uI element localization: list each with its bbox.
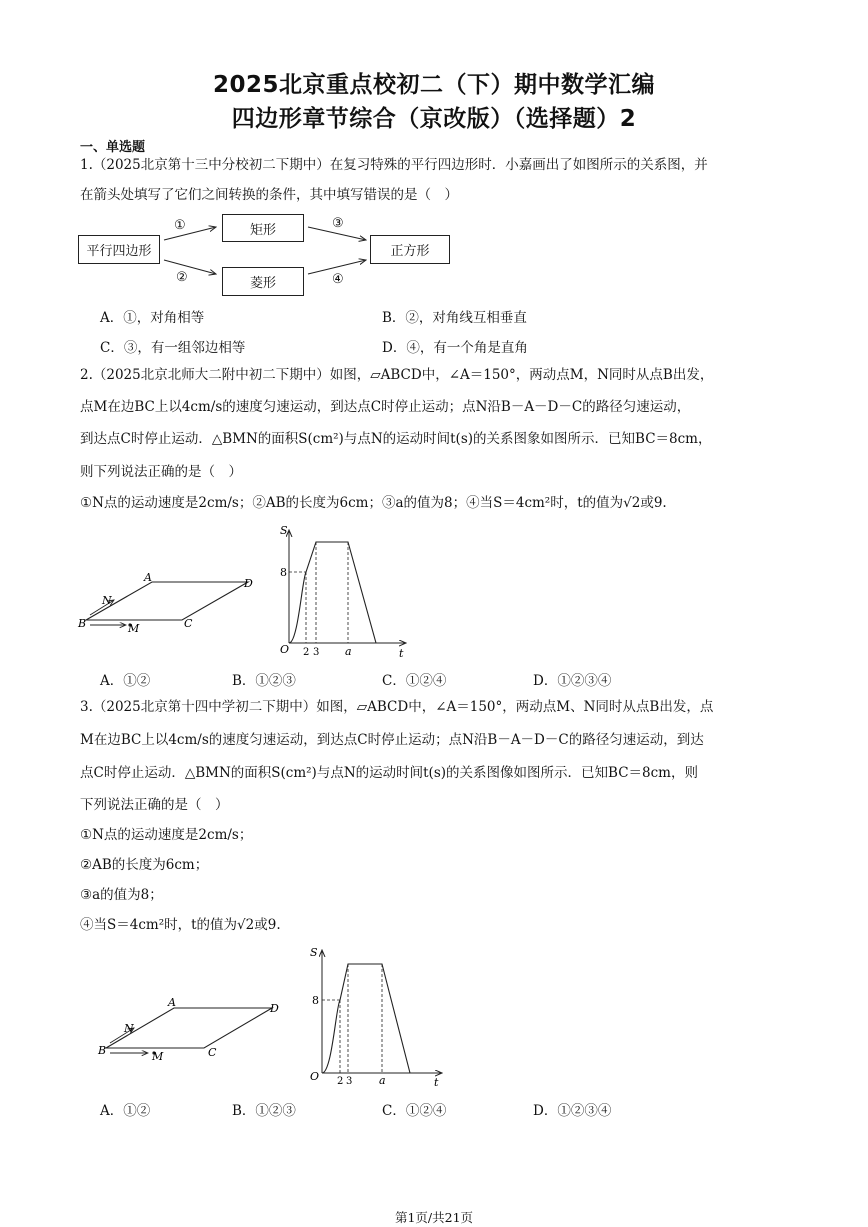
label-B: B — [98, 1044, 107, 1057]
axis-S: S — [310, 946, 318, 959]
label-D: D — [244, 577, 253, 590]
page-title-line1: 2025北京重点校初二（下）期中数学汇编 — [212, 72, 655, 98]
q3-option-c: C．①②④ — [382, 1103, 447, 1119]
q3-line1: 3.（2025北京第十四中学初二下期中）如图，▱ABCD中，∠A＝150°，两动点M、N同时从点B出发，点 — [80, 699, 714, 715]
rhombus-box: 菱形 — [222, 267, 304, 296]
q2-option-a: A．①② — [100, 673, 151, 689]
q2-option-b: B．①②③ — [232, 673, 296, 689]
section-heading: 一、单选题 — [80, 140, 146, 155]
q2-option-c: C．①②④ — [382, 673, 447, 689]
q2-option-d: D．①②③④ — [533, 673, 612, 689]
q3-line4: 下列说法正确的是（ ） — [80, 797, 229, 813]
q3-graph — [310, 946, 442, 1088]
q1-line1: 1.（2025北京第十三中分校初二下期中）在复习特殊的平行四边形时．小嘉画出了如图所示的关系图，并 — [80, 157, 708, 173]
q3-line2: M在边BC上以4cm/s的速度匀速运动，到达点C时停止运动；点N沿B－A－D－C的路径匀速运动，到达 — [80, 732, 704, 748]
label-A: A — [144, 571, 152, 584]
origin-O: O — [310, 1070, 320, 1083]
q2-line2: 点M在边BC上以4cm/s的速度匀速运动，到达点C时停止运动；点N沿B－A－D－C的路径匀速运动， — [80, 399, 691, 415]
q2-line4: 则下列说法正确的是（ ） — [80, 464, 242, 480]
tick-2: 2 — [303, 647, 310, 658]
q3-parallelogram — [97, 996, 279, 1063]
tick-a: a — [345, 645, 352, 658]
arrow-1 — [164, 227, 216, 240]
arrow-label-2: ② — [176, 270, 188, 285]
tick-8: 8 — [280, 566, 287, 579]
rectangle-box: 矩形 — [222, 214, 304, 242]
q2-parallelogram — [77, 571, 253, 635]
tick-3: 3 — [346, 1076, 353, 1087]
tick-2: 2 — [337, 1076, 344, 1087]
q3-statement-1: ①N点的运动速度是2cm/s； — [80, 827, 253, 843]
q3-option-b: B．①②③ — [232, 1103, 296, 1119]
q3-line3: 点C时停止运动．△BMN的面积S(cm²)与点N的运动时间t(s)的关系图像如图所示．已知BC＝8cm，则 — [80, 765, 698, 781]
q2-line1: 2.（2025北京北师大二附中初二下期中）如图，▱ABCD中，∠A＝150°，两动点M，N同时从点B出发， — [80, 367, 714, 383]
q3-statement-3: ③a的值为8； — [80, 887, 163, 903]
label-M: M — [128, 622, 140, 635]
label-B: B — [78, 617, 87, 630]
q2-figures — [76, 520, 416, 662]
label-N: N — [102, 594, 112, 607]
q2-line5: ①N点的运动速度是2cm/s；②AB的长度为6cm；③a的值为8；④当S＝4cm²时，t的值为√2或9. — [80, 495, 667, 511]
axis-S: S — [280, 524, 288, 537]
arrow-label-3: ③ — [332, 216, 344, 231]
label-A: A — [168, 996, 176, 1009]
q3-statement-2: ②AB的长度为6cm； — [80, 857, 209, 873]
q1-option-a: A．①，对角相等 — [100, 310, 205, 326]
q3-option-a: A．①② — [100, 1103, 151, 1119]
q1-line2: 在箭头处填写了它们之间转换的条件，其中填写错误的是（ ） — [80, 187, 458, 203]
label-D: D — [270, 1002, 279, 1015]
q1-relation-diagram — [76, 212, 456, 302]
q3-statement-4: ④当S＝4cm²时，t的值为√2或9. — [80, 917, 281, 933]
label-C: C — [208, 1046, 217, 1059]
tick-8: 8 — [312, 994, 319, 1007]
q1-option-b: B．②，对角线互相垂直 — [382, 310, 527, 326]
page-title-line2: 四边形章节综合（京改版）（选择题）2 — [231, 106, 637, 132]
label-M: M — [152, 1050, 164, 1063]
arrow-label-4: ④ — [332, 272, 344, 287]
q1-option-d: D．④，有一个角是直角 — [382, 340, 528, 356]
tick-a: a — [379, 1074, 386, 1087]
q3-option-d: D．①②③④ — [533, 1103, 612, 1119]
origin-O: O — [280, 643, 290, 656]
square-box: 正方形 — [370, 235, 450, 264]
q1-option-c: C．③，有一组邻边相等 — [100, 340, 246, 356]
parallelogram-box: 平行四边形 — [78, 235, 160, 264]
q3-figures — [96, 940, 456, 1088]
arrow-2 — [164, 260, 216, 274]
page-footer: 第1页/共21页 — [394, 1210, 474, 1225]
axis-t: t — [399, 647, 404, 660]
tick-3: 3 — [313, 647, 320, 658]
arrow-label-1: ① — [174, 218, 186, 233]
label-C: C — [184, 617, 193, 630]
q2-graph — [280, 524, 406, 660]
q2-line3: 到达点C时停止运动．△BMN的面积S(cm²)与点N的运动时间t(s)的关系图象如图所示．已知BC＝8cm， — [80, 431, 712, 447]
axis-t: t — [434, 1076, 439, 1088]
label-N: N — [124, 1022, 134, 1035]
